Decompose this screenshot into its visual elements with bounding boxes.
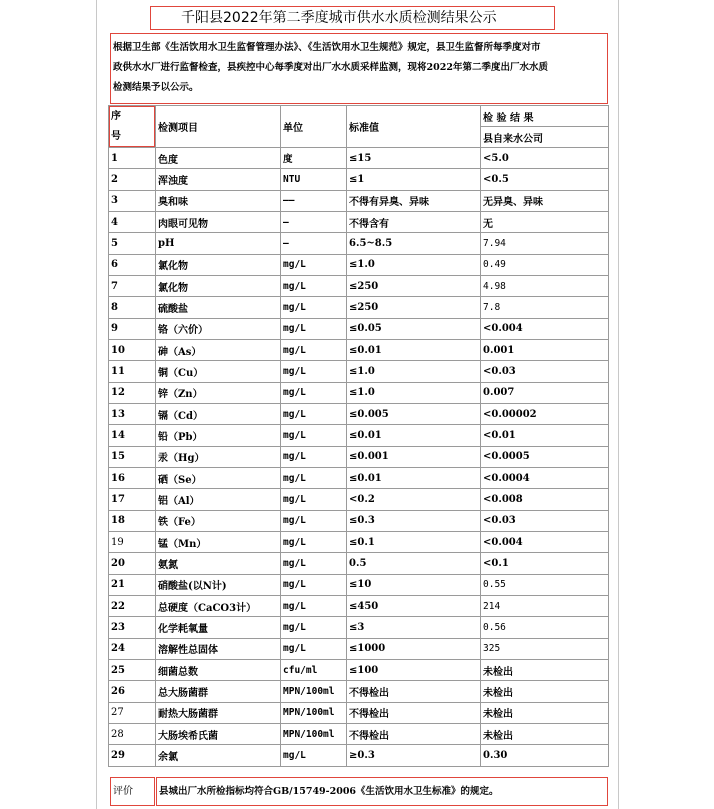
table-row [109, 233, 609, 254]
page-right-edge [618, 0, 619, 809]
row-item: 硒（Se） [156, 467, 281, 488]
row-standard: ≤0.01 [347, 467, 481, 488]
table-row [109, 723, 609, 744]
table-row [109, 318, 609, 339]
row-standard: ≤250 [347, 275, 481, 296]
row-standard: ≤0.01 [347, 339, 481, 360]
row-number: 17 [109, 489, 156, 510]
row-number: 13 [109, 403, 156, 424]
row-result: <0.03 [481, 361, 609, 382]
row-number: 9 [109, 318, 156, 339]
row-standard: 不得检出 [347, 702, 481, 723]
row-number: 8 [109, 297, 156, 318]
row-standard: ≤10 [347, 574, 481, 595]
row-standard: 不得有异臭、异味 [347, 190, 481, 211]
table-row [109, 467, 609, 488]
table-row [109, 275, 609, 296]
row-item: 浑浊度 [156, 169, 281, 190]
table-row [109, 446, 609, 467]
row-unit: 度 [281, 148, 347, 169]
row-item: 铁（Fe） [156, 510, 281, 531]
row-item: 硝酸盐(以N计) [156, 574, 281, 595]
row-unit: mg/L [281, 574, 347, 595]
row-unit: mg/L [281, 510, 347, 531]
table-row [109, 339, 609, 360]
row-item: 细菌总数 [156, 659, 281, 680]
row-standard: ≤15 [347, 148, 481, 169]
row-unit: mg/L [281, 553, 347, 574]
row-result: 未检出 [481, 681, 609, 702]
table-row [109, 681, 609, 702]
table-row [109, 148, 609, 169]
table-row [109, 297, 609, 318]
row-number: 14 [109, 425, 156, 446]
table-row [109, 702, 609, 723]
row-number: 27 [109, 702, 156, 723]
table-header-row [109, 106, 609, 127]
row-number: 12 [109, 382, 156, 403]
results-table [108, 105, 609, 767]
evaluation-row [110, 777, 608, 806]
row-number: 29 [109, 745, 156, 766]
row-item: 锰（Mn） [156, 531, 281, 552]
row-number: 7 [109, 275, 156, 296]
row-number: 20 [109, 553, 156, 574]
row-result: <0.0005 [481, 446, 609, 467]
row-unit: mg/L [281, 489, 347, 510]
row-number: 5 [109, 233, 156, 254]
row-unit: MPN/100ml [281, 702, 347, 723]
row-unit: mg/L [281, 254, 347, 275]
row-item: 溶解性总固体 [156, 638, 281, 659]
row-number: 4 [109, 211, 156, 232]
row-number: 23 [109, 617, 156, 638]
row-item: 色度 [156, 148, 281, 169]
page-title: 千阳县2022年第二季度城市供水水质检测结果公示 [150, 6, 555, 30]
row-unit: mg/L [281, 297, 347, 318]
row-unit: mg/L [281, 275, 347, 296]
row-standard: ≤1 [347, 169, 481, 190]
table-row [109, 169, 609, 190]
row-standard: ≤0.05 [347, 318, 481, 339]
row-standard: ≤0.1 [347, 531, 481, 552]
row-number: 1 [109, 148, 156, 169]
row-standard: ≤250 [347, 297, 481, 318]
row-result: 未检出 [481, 702, 609, 723]
row-number: 16 [109, 467, 156, 488]
row-unit: mg/L [281, 595, 347, 616]
intro-line: 政供水水厂进行监督检查，县疾控中心每季度对出厂水水质采样监测，现将2022年第二季度出厂水水质 [113, 62, 548, 73]
row-item: 铬（六价） [156, 318, 281, 339]
row-number: 10 [109, 339, 156, 360]
row-standard: ≤0.005 [347, 403, 481, 424]
row-item: 氯化物 [156, 275, 281, 296]
row-result: <0.008 [481, 489, 609, 510]
header-unit: 单位 [281, 106, 347, 148]
row-standard: ≤1.0 [347, 254, 481, 275]
row-number: 26 [109, 681, 156, 702]
row-number: 28 [109, 723, 156, 744]
row-unit: mg/L [281, 403, 347, 424]
row-unit: mg/L [281, 318, 347, 339]
row-standard: 不得含有 [347, 211, 481, 232]
row-number: 11 [109, 361, 156, 382]
row-item: 镉（Cd） [156, 403, 281, 424]
row-result: <0.01 [481, 425, 609, 446]
row-result: 214 [481, 595, 609, 616]
intro-line: 检测结果予以公示。 [113, 82, 199, 93]
row-unit: mg/L [281, 531, 347, 552]
row-unit: mg/L [281, 467, 347, 488]
row-item: 肉眼可见物 [156, 211, 281, 232]
row-standard: ≤3 [347, 617, 481, 638]
row-result: <0.0004 [481, 467, 609, 488]
row-result: <0.1 [481, 553, 609, 574]
row-item: 大肠埃希氏菌 [156, 723, 281, 744]
row-result: 325 [481, 638, 609, 659]
row-item: 铜（Cu） [156, 361, 281, 382]
table-row [109, 553, 609, 574]
table-row [109, 489, 609, 510]
header-standard: 标准值 [347, 106, 481, 148]
row-standard: ≤100 [347, 659, 481, 680]
row-standard: 0.5 [347, 553, 481, 574]
header-seq [109, 106, 156, 148]
row-item: 臭和味 [156, 190, 281, 211]
table-row [109, 382, 609, 403]
row-standard: ≥0.3 [347, 745, 481, 766]
row-unit: mg/L [281, 745, 347, 766]
row-result: 0.49 [481, 254, 609, 275]
row-item: 汞（Hg） [156, 446, 281, 467]
row-item: 化学耗氧量 [156, 617, 281, 638]
row-item: 氨氮 [156, 553, 281, 574]
table-row [109, 211, 609, 232]
intro-paragraph [110, 33, 608, 104]
table-row [109, 574, 609, 595]
table-row [109, 254, 609, 275]
table-row [109, 659, 609, 680]
row-item: 铅（Pb） [156, 425, 281, 446]
table-row [109, 403, 609, 424]
row-result: <0.5 [481, 169, 609, 190]
table-row [109, 638, 609, 659]
row-result: 0.30 [481, 745, 609, 766]
row-item: 总硬度（CaCO3计） [156, 595, 281, 616]
row-unit: — [281, 211, 347, 232]
row-result: <0.03 [481, 510, 609, 531]
row-standard: 不得检出 [347, 723, 481, 744]
row-standard: ≤0.3 [347, 510, 481, 531]
row-number: 25 [109, 659, 156, 680]
row-item: 氯化物 [156, 254, 281, 275]
row-unit: mg/L [281, 638, 347, 659]
row-result: 无 [481, 211, 609, 232]
table-row [109, 745, 609, 766]
evaluation-label: 评价 [110, 777, 155, 806]
row-result: 0.55 [481, 574, 609, 595]
row-unit: mg/L [281, 617, 347, 638]
header-seq-top: 序 [111, 110, 121, 122]
row-standard: ≤0.01 [347, 425, 481, 446]
table-row [109, 595, 609, 616]
row-result: 4.98 [481, 275, 609, 296]
row-unit: mg/L [281, 425, 347, 446]
row-unit: cfu/ml [281, 659, 347, 680]
row-number: 21 [109, 574, 156, 595]
row-number: 15 [109, 446, 156, 467]
page-left-edge [96, 0, 97, 809]
row-standard: <0.2 [347, 489, 481, 510]
row-result: <0.004 [481, 318, 609, 339]
row-number: 2 [109, 169, 156, 190]
row-item: 硫酸盐 [156, 297, 281, 318]
table-row [109, 617, 609, 638]
evaluation-text: 县城出厂水所检指标均符合GB/15749-2006《生活饮用水卫生标准》的规定。 [156, 777, 608, 806]
row-unit: — [281, 233, 347, 254]
header-seq-bottom: 号 [111, 130, 121, 142]
row-number: 3 [109, 190, 156, 211]
row-result: 0.001 [481, 339, 609, 360]
row-number: 19 [109, 531, 156, 552]
row-result: 0.56 [481, 617, 609, 638]
row-item: 总大肠菌群 [156, 681, 281, 702]
row-standard: ≤0.001 [347, 446, 481, 467]
row-item: 余氯 [156, 745, 281, 766]
row-result: 7.8 [481, 297, 609, 318]
row-standard: 6.5~8.5 [347, 233, 481, 254]
row-standard: ≤1000 [347, 638, 481, 659]
row-standard: 不得检出 [347, 681, 481, 702]
row-standard: ≤450 [347, 595, 481, 616]
row-result: 未检出 [481, 659, 609, 680]
row-unit: —— [281, 190, 347, 211]
row-item: 砷（As） [156, 339, 281, 360]
row-result: <0.004 [481, 531, 609, 552]
row-unit: MPN/100ml [281, 681, 347, 702]
row-unit: MPN/100ml [281, 723, 347, 744]
row-standard: ≤1.0 [347, 361, 481, 382]
row-result: <5.0 [481, 148, 609, 169]
row-result: <0.00002 [481, 403, 609, 424]
row-result: 0.007 [481, 382, 609, 403]
table-row [109, 361, 609, 382]
row-number: 18 [109, 510, 156, 531]
row-item: 耐热大肠菌群 [156, 702, 281, 723]
row-item: 铝（Al） [156, 489, 281, 510]
row-number: 22 [109, 595, 156, 616]
intro-line: 根据卫生部《生活饮用水卫生监督管理办法》、《生活饮用水卫生规范》规定，县卫生监督所每季度对市 [113, 42, 541, 53]
row-result: 7.94 [481, 233, 609, 254]
header-item: 检测项目 [156, 106, 281, 148]
row-standard: ≤1.0 [347, 382, 481, 403]
row-number: 24 [109, 638, 156, 659]
row-item: 锌（Zn） [156, 382, 281, 403]
row-unit: mg/L [281, 339, 347, 360]
row-unit: mg/L [281, 382, 347, 403]
row-result: 未检出 [481, 723, 609, 744]
table-row [109, 510, 609, 531]
table-body [109, 148, 609, 767]
header-result: 检 验 结 果 [481, 106, 609, 127]
table-row [109, 531, 609, 552]
header-source: 县自来水公司 [481, 127, 609, 148]
row-result: 无异臭、异味 [481, 190, 609, 211]
row-unit: mg/L [281, 446, 347, 467]
row-number: 6 [109, 254, 156, 275]
table-row [109, 425, 609, 446]
row-unit: NTU [281, 169, 347, 190]
row-item: pH [156, 233, 281, 254]
row-unit: mg/L [281, 361, 347, 382]
table-row [109, 190, 609, 211]
